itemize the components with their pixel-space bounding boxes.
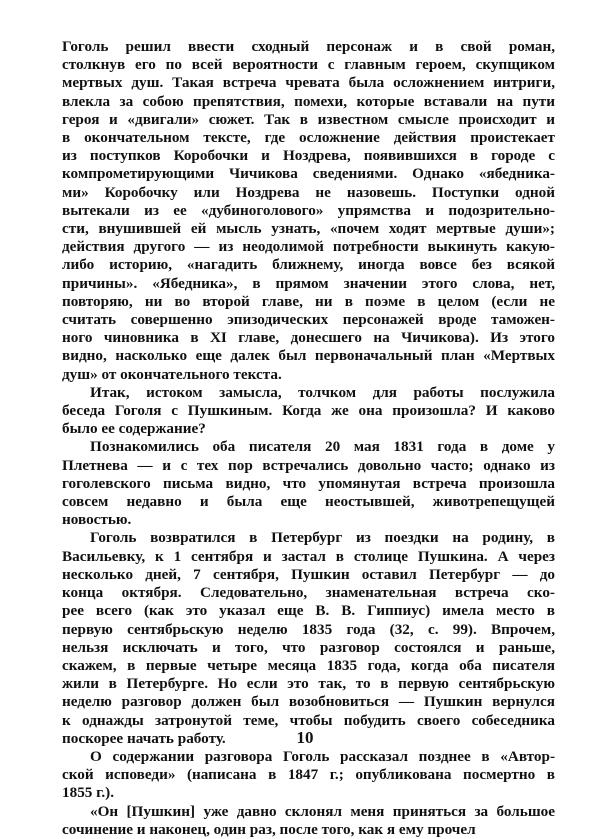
text-line: вытекали из ее «дубиноголового» упрямства и подозрительно- — [62, 201, 555, 219]
text-line: ми» Коробочку или Ноздрева не назовешь. Поступки одной — [62, 183, 555, 201]
text-line: компрометирующими Чичикова сведениями. Однако «ябедника- — [62, 165, 555, 183]
paragraph — [62, 438, 555, 529]
text-line: действия другого — из неодолимой потребности выкинуть какую- — [62, 238, 555, 256]
text-line: несколько дней, 7 сентября, Пушкин оставил Петербург — до — [62, 565, 555, 583]
paragraph — [62, 384, 555, 439]
text-line: либо историю, «нагадить ближнему, иногда вовсе без всякой — [62, 256, 555, 274]
text-line: рее всего (как это указал еще В. В. Гиппиус) имела место в — [62, 602, 555, 620]
body-text — [62, 38, 555, 839]
text-line: 1855 г.). — [62, 784, 115, 802]
text-line: беседа Гоголя с Пушкиным. Когда же она произошла? И каково — [62, 402, 555, 420]
paragraph — [62, 529, 555, 747]
text-line: ской исповеди» (написана в 1847 г.; опубликована посмертно в — [62, 766, 555, 784]
text-line: из поступков Коробочки и Ноздрева, появившихся в городе с — [62, 147, 555, 165]
text-line: конца октября. Следовательно, знаменательная встреча ско- — [62, 584, 555, 602]
text-line: первую сентябрьскую неделю 1835 года (32, с. 99). Впрочем, — [62, 620, 555, 638]
text-line: «Он [Пушкин] уже давно склонял меня приняться за большое — [90, 802, 555, 820]
text-line: считать совершенно эпизодических персонажей вроде таможен- — [62, 311, 555, 329]
text-line: героя и «двигали» сюжет. Так в известном смысле происходит и — [62, 110, 555, 128]
text-line: гоголевского письма видно, что упомянутая встреча произошла — [62, 474, 555, 492]
text-line: Гоголь решил ввести сходный персонаж и в свой роман, — [62, 38, 555, 55]
text-line: было ее содержание? — [62, 420, 206, 438]
text-line: Итак, истоком замысла, толчком для работы послужила — [90, 383, 555, 401]
text-line: ного чиновника в XI главе, донесшего на Чичикова). Из этого — [62, 329, 555, 347]
text-line: новостью. — [62, 511, 132, 529]
text-line: столкнув его по всей вероятности с главным героем, скупщиком — [62, 56, 555, 74]
text-line: поскорее начать работу. — [62, 729, 226, 747]
text-line: Познакомились оба писателя 20 мая 1831 года в доме у — [90, 438, 555, 456]
text-line: к однажды затронутой теме, чтобы побудить своего собеседника — [62, 711, 555, 729]
text-line: повторяю, ни во второй главе, ни в поэме в целом (если не — [62, 292, 555, 310]
text-line: сочинение и наконец, один раз, после того, как я ему прочел — [62, 820, 476, 838]
text-line: неделю разговор должен был возобновиться — Пушкин вернулся — [62, 693, 555, 711]
text-line: причины». «Ябедника», в прямом значении этого слова, нет, — [62, 274, 555, 292]
text-line: совсем недавно и была еще неостывшей, животрепещущей — [62, 493, 555, 511]
paragraph — [62, 38, 555, 384]
text-line: влекла за собою препятствия, помехи, которые вставали на пути — [62, 92, 555, 110]
text-line: видно, насколько еще далек был первоначальный план «Мертвых — [62, 347, 555, 365]
paragraph — [62, 803, 555, 839]
text-line: Гоголь возвратился в Петербург из поездки на родину, в — [90, 529, 555, 547]
text-line: в окончательном тексте, где осложнение действия проистекает — [62, 129, 555, 147]
text-line: скажем, в первые четыре месяца 1835 года, когда оба писателя — [62, 656, 555, 674]
text-line: Васильевку, к 1 сентября и застал в столице Пушкина. А через — [62, 547, 555, 565]
text-line: жили в Петербурге. Но если это так, то в первую сентябрьскую — [62, 675, 555, 693]
text-line: нельзя исключать и того, что разговор состоялся и раньше, — [62, 638, 555, 656]
text-line: сти, внушившей ей мысль узнать, «почем ходят мертвые души»; — [62, 220, 555, 238]
text-line: О содержании разговора Гоголь рассказал позднее в «Автор- — [90, 747, 555, 765]
text-line: Плетнева — и с тех пор встречались довольно часто; однако из — [62, 456, 555, 474]
paragraph — [62, 748, 555, 803]
text-line: душ» от окончательного текста. — [62, 365, 282, 383]
page-number: 10 — [296, 728, 314, 747]
text-line: мертвых душ. Такая встреча чревата была осложнением интриги, — [62, 74, 555, 92]
